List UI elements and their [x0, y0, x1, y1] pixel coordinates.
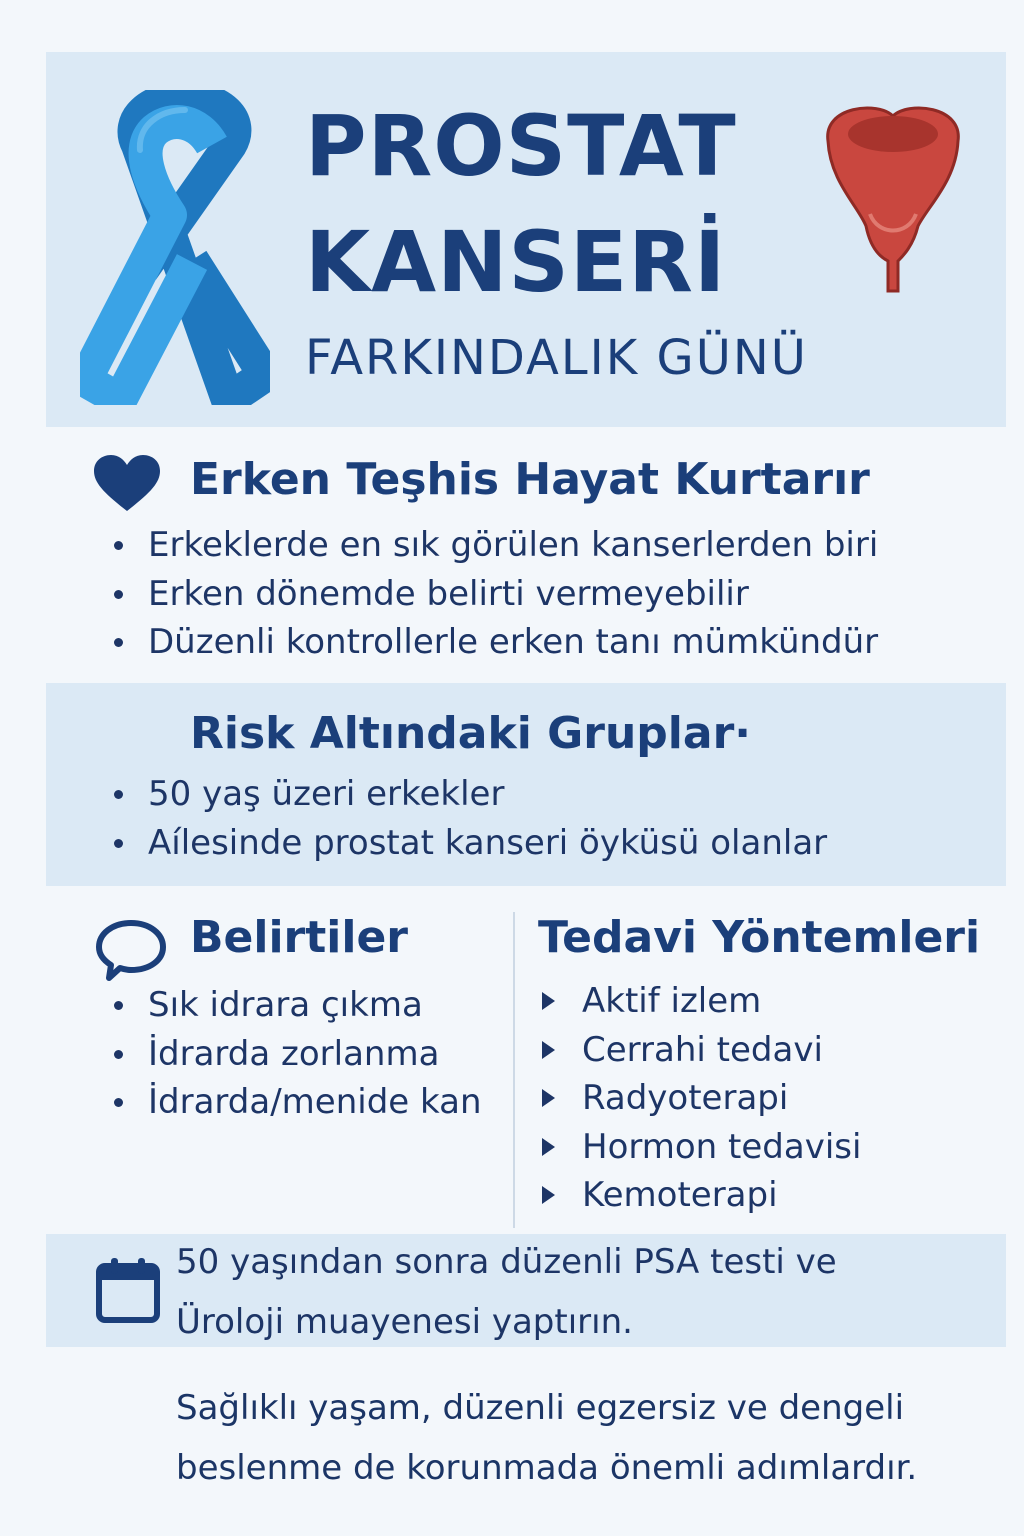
bullet-icon — [114, 1050, 123, 1059]
symptoms-list — [114, 981, 482, 1127]
psa-reminder-text — [176, 1232, 976, 1352]
heart-icon — [94, 455, 160, 513]
risk-groups-list — [114, 770, 827, 867]
early-detection-list — [114, 521, 878, 667]
list-item: Radyoterapi — [542, 1074, 861, 1123]
triangle-bullet-icon — [542, 1186, 555, 1204]
triangle-bullet-icon — [542, 992, 555, 1010]
bullet-icon — [114, 839, 123, 848]
list-item: Kemoterapi — [542, 1171, 861, 1220]
symptoms-title: Belirtiler — [190, 912, 408, 963]
bullet-icon — [114, 541, 123, 550]
list-item: Sık idrara çıkma — [114, 981, 482, 1030]
list-item: Düzenli kontrollerle erken tanı mümkündür — [114, 618, 878, 667]
list-item: Aktif izlem — [542, 977, 861, 1026]
healthy-line-2: beslenme de korunmada önemli adımlardır. — [176, 1448, 918, 1488]
list-item: Erken dönemde belirti vermeyebilir — [114, 570, 878, 619]
list-item: Aílesinde prostat kanseri öyküsü olanlar — [114, 819, 827, 868]
list-item: İdrarda/menide kan — [114, 1078, 482, 1127]
treatments-list — [542, 977, 861, 1220]
prostate-organ-icon — [818, 96, 968, 296]
bullet-icon — [114, 790, 123, 799]
speech-bubble-icon — [95, 918, 167, 984]
list-item: İdrarda zorlanma — [114, 1030, 482, 1079]
healthy-line-1: Sağlıklı yaşam, düzenli egzersiz ve dengeli — [176, 1388, 905, 1428]
list-item: 50 yaş üzeri erkekler — [114, 770, 827, 819]
title-line-2: KANSERİ — [305, 213, 727, 311]
psa-line-2: Üroloji muayenesi yaptırın. — [176, 1302, 633, 1342]
psa-line-1: 50 yaşından sonra düzenli PSA testi ve — [176, 1242, 837, 1282]
triangle-bullet-icon — [542, 1089, 555, 1107]
risk-groups-title: Risk Altındaki Gruplar· — [190, 708, 751, 759]
list-item: Hormon tedavisi — [542, 1123, 861, 1172]
bullet-icon — [114, 1098, 123, 1107]
list-item: Cerrahi tedavi — [542, 1026, 861, 1075]
bullet-icon — [114, 590, 123, 599]
awareness-ribbon-icon — [80, 90, 270, 405]
subtitle: FARKINDALIK GÜNÜ — [305, 330, 808, 386]
triangle-bullet-icon — [542, 1138, 555, 1156]
title-line-1: PROSTAT — [305, 97, 737, 195]
column-divider — [513, 912, 515, 1228]
healthy-life-text — [176, 1378, 996, 1498]
early-detection-title: Erken Teşhis Hayat Kurtarır — [190, 454, 870, 505]
bullet-icon — [114, 638, 123, 647]
treatments-title: Tedavi Yöntemleri — [538, 912, 981, 963]
triangle-bullet-icon — [542, 1041, 555, 1059]
calendar-icon — [95, 1256, 161, 1324]
bullet-icon — [114, 1001, 123, 1010]
list-item: Erkeklerde en sık görülen kanserlerden biri — [114, 521, 878, 570]
